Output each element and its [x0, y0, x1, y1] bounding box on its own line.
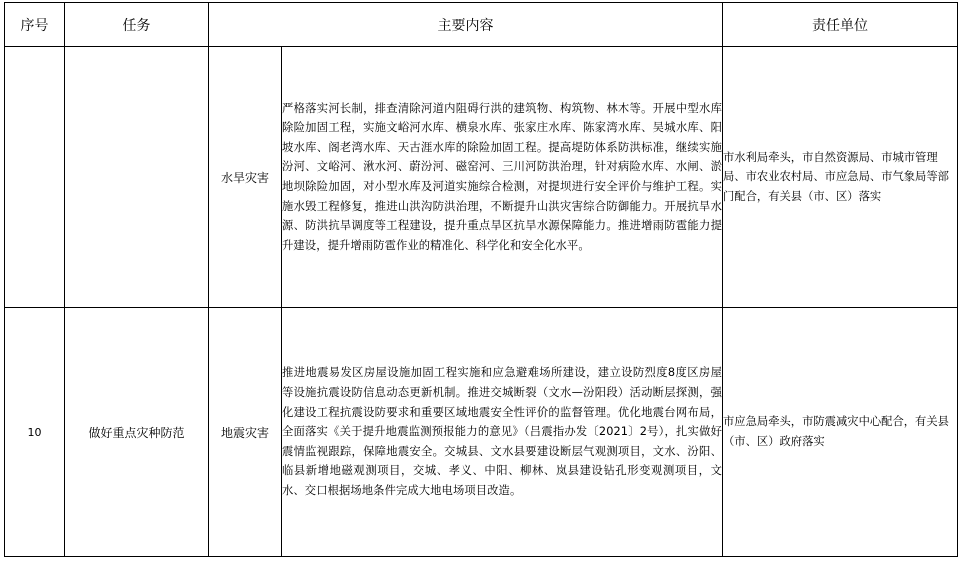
- row-content-cell: [282, 47, 723, 308]
- row-responsible: 市应急局牵头，市防震减灾中心配合，有关县（市、区）政府落实: [723, 415, 949, 448]
- table-row: [5, 47, 958, 308]
- row-task: [65, 47, 209, 308]
- table-row: [5, 308, 958, 557]
- row-content: 推进地震易发区房屋设施加固工程实施和应急避难场所建设，建立设防烈度8度区房屋等设施抗震设防信息动态更新机制。推进交城断裂（文水—汾阳段）活动断层探测，强化建设工程抗震设防要求和重要区域地震安全性评价的监督管理。优化地震台网布局，全面落实《关于提升地震监测预报能力的意见》（吕震指办发〔2021〕2号），扎实做好震情监视跟踪，保障地震安全。交城县、文水县要建设断层气观测项目，文水、汾阳、临县新增地磁观测项目，交城、孝义、中阳、柳林、岚县建设钻孔形变观测项目，文水、交口根据场地条件完成大地电场项目改造。: [282, 366, 722, 497]
- row-subtask: 地震灾害: [209, 308, 282, 557]
- header-task: 任务: [65, 3, 209, 47]
- header-content: 主要内容: [209, 3, 723, 47]
- row-subtask: 水旱灾害: [209, 47, 282, 308]
- row-seq: [5, 47, 65, 308]
- task-table: [4, 2, 958, 557]
- table-header-row: [5, 3, 958, 47]
- header-seq: 序号: [5, 3, 65, 47]
- row-responsible-cell: [723, 308, 958, 557]
- row-content: 严格落实河长制，排查清除河道内阻碍行洪的建筑物、构筑物、林木等。开展中型水库除险加固工程，实施文峪河水库、横泉水库、张家庄水库、陈家湾水库、吴城水库、阳坡水库、阁老湾水库、天古涯水库的除险加固工程。提高堤防体系防洪标准，继续实施汾河、文峪河、湫水河、蔚汾河、磁窑河、三川河防洪治理，针对病险水库、水闸、淤地坝除险加固，对小型水库及河道实施综合检测，对提坝进行安全评价与维护工程。实施水毁工程修复，推进山洪沟防洪治理，不断提升山洪灾害综合防御能力。开展抗旱水源、防洪抗旱调度等工程建设，提升重点旱区抗旱水源保障能力。推进增雨防雹能力提升建设，提升增雨防雹作业的精准化、科学化和安全化水平。: [282, 101, 722, 252]
- row-seq: 10: [5, 308, 65, 557]
- header-responsible: 责任单位: [723, 3, 958, 47]
- row-task: 做好重点灾种防范: [65, 308, 209, 557]
- row-responsible-cell: [723, 47, 958, 308]
- row-responsible: 市水利局牵头，市自然资源局、市城市管理局、市农业农村局、市应急局、市气象局等部门配合，有关县（市、区）落实: [723, 150, 949, 203]
- row-content-cell: [282, 308, 723, 557]
